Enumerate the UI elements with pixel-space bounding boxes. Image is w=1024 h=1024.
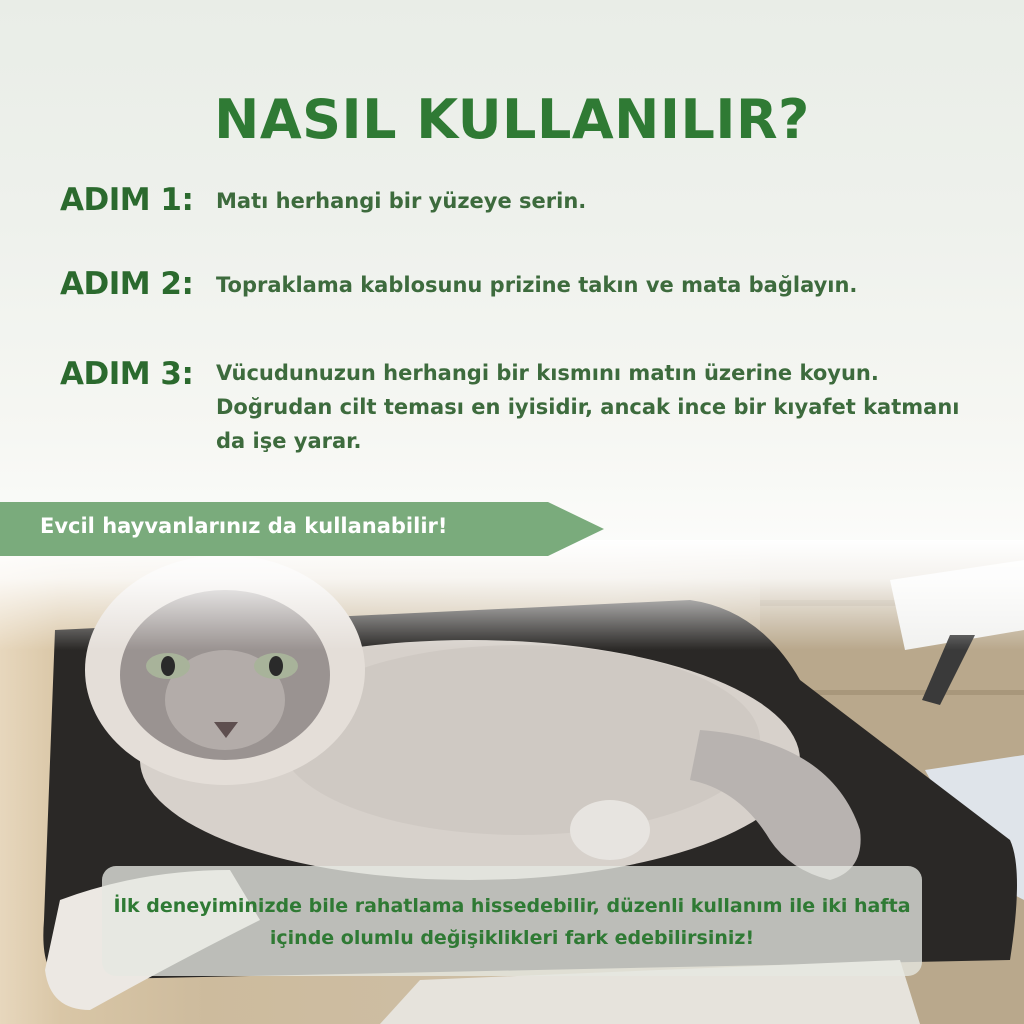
step-1-label: ADIM 1: bbox=[60, 182, 194, 218]
step-2-label: ADIM 2: bbox=[60, 266, 194, 302]
caption-text: İlk deneyiminizde bile rahatlama hissedebilir, düzenli kullanım ile iki hafta içinde olumlu değişiklikleri fark edebilirsiniz! bbox=[113, 895, 911, 949]
step-3-label: ADIM 3: bbox=[60, 356, 194, 392]
step-2-text: Topraklama kablosunu prizine takın ve mata bağlayın. bbox=[216, 273, 858, 297]
caption-box bbox=[102, 866, 922, 976]
pets-banner-text: Evcil hayvanlarınız da kullanabilir! bbox=[40, 514, 448, 538]
page-title: NASIL KULLANILIR? bbox=[214, 88, 810, 152]
pets-banner bbox=[0, 502, 604, 556]
step-3-text: Vücudunuzun herhangi bir kısmını matın üzerine koyun. Doğrudan cilt teması en iyisidir, ancak ince bir kıyafet katmanı da işe yarar. bbox=[216, 361, 960, 453]
photo-top-fade bbox=[0, 540, 1024, 650]
step-1-text: Matı herhangi bir yüzeye serin. bbox=[216, 189, 587, 213]
